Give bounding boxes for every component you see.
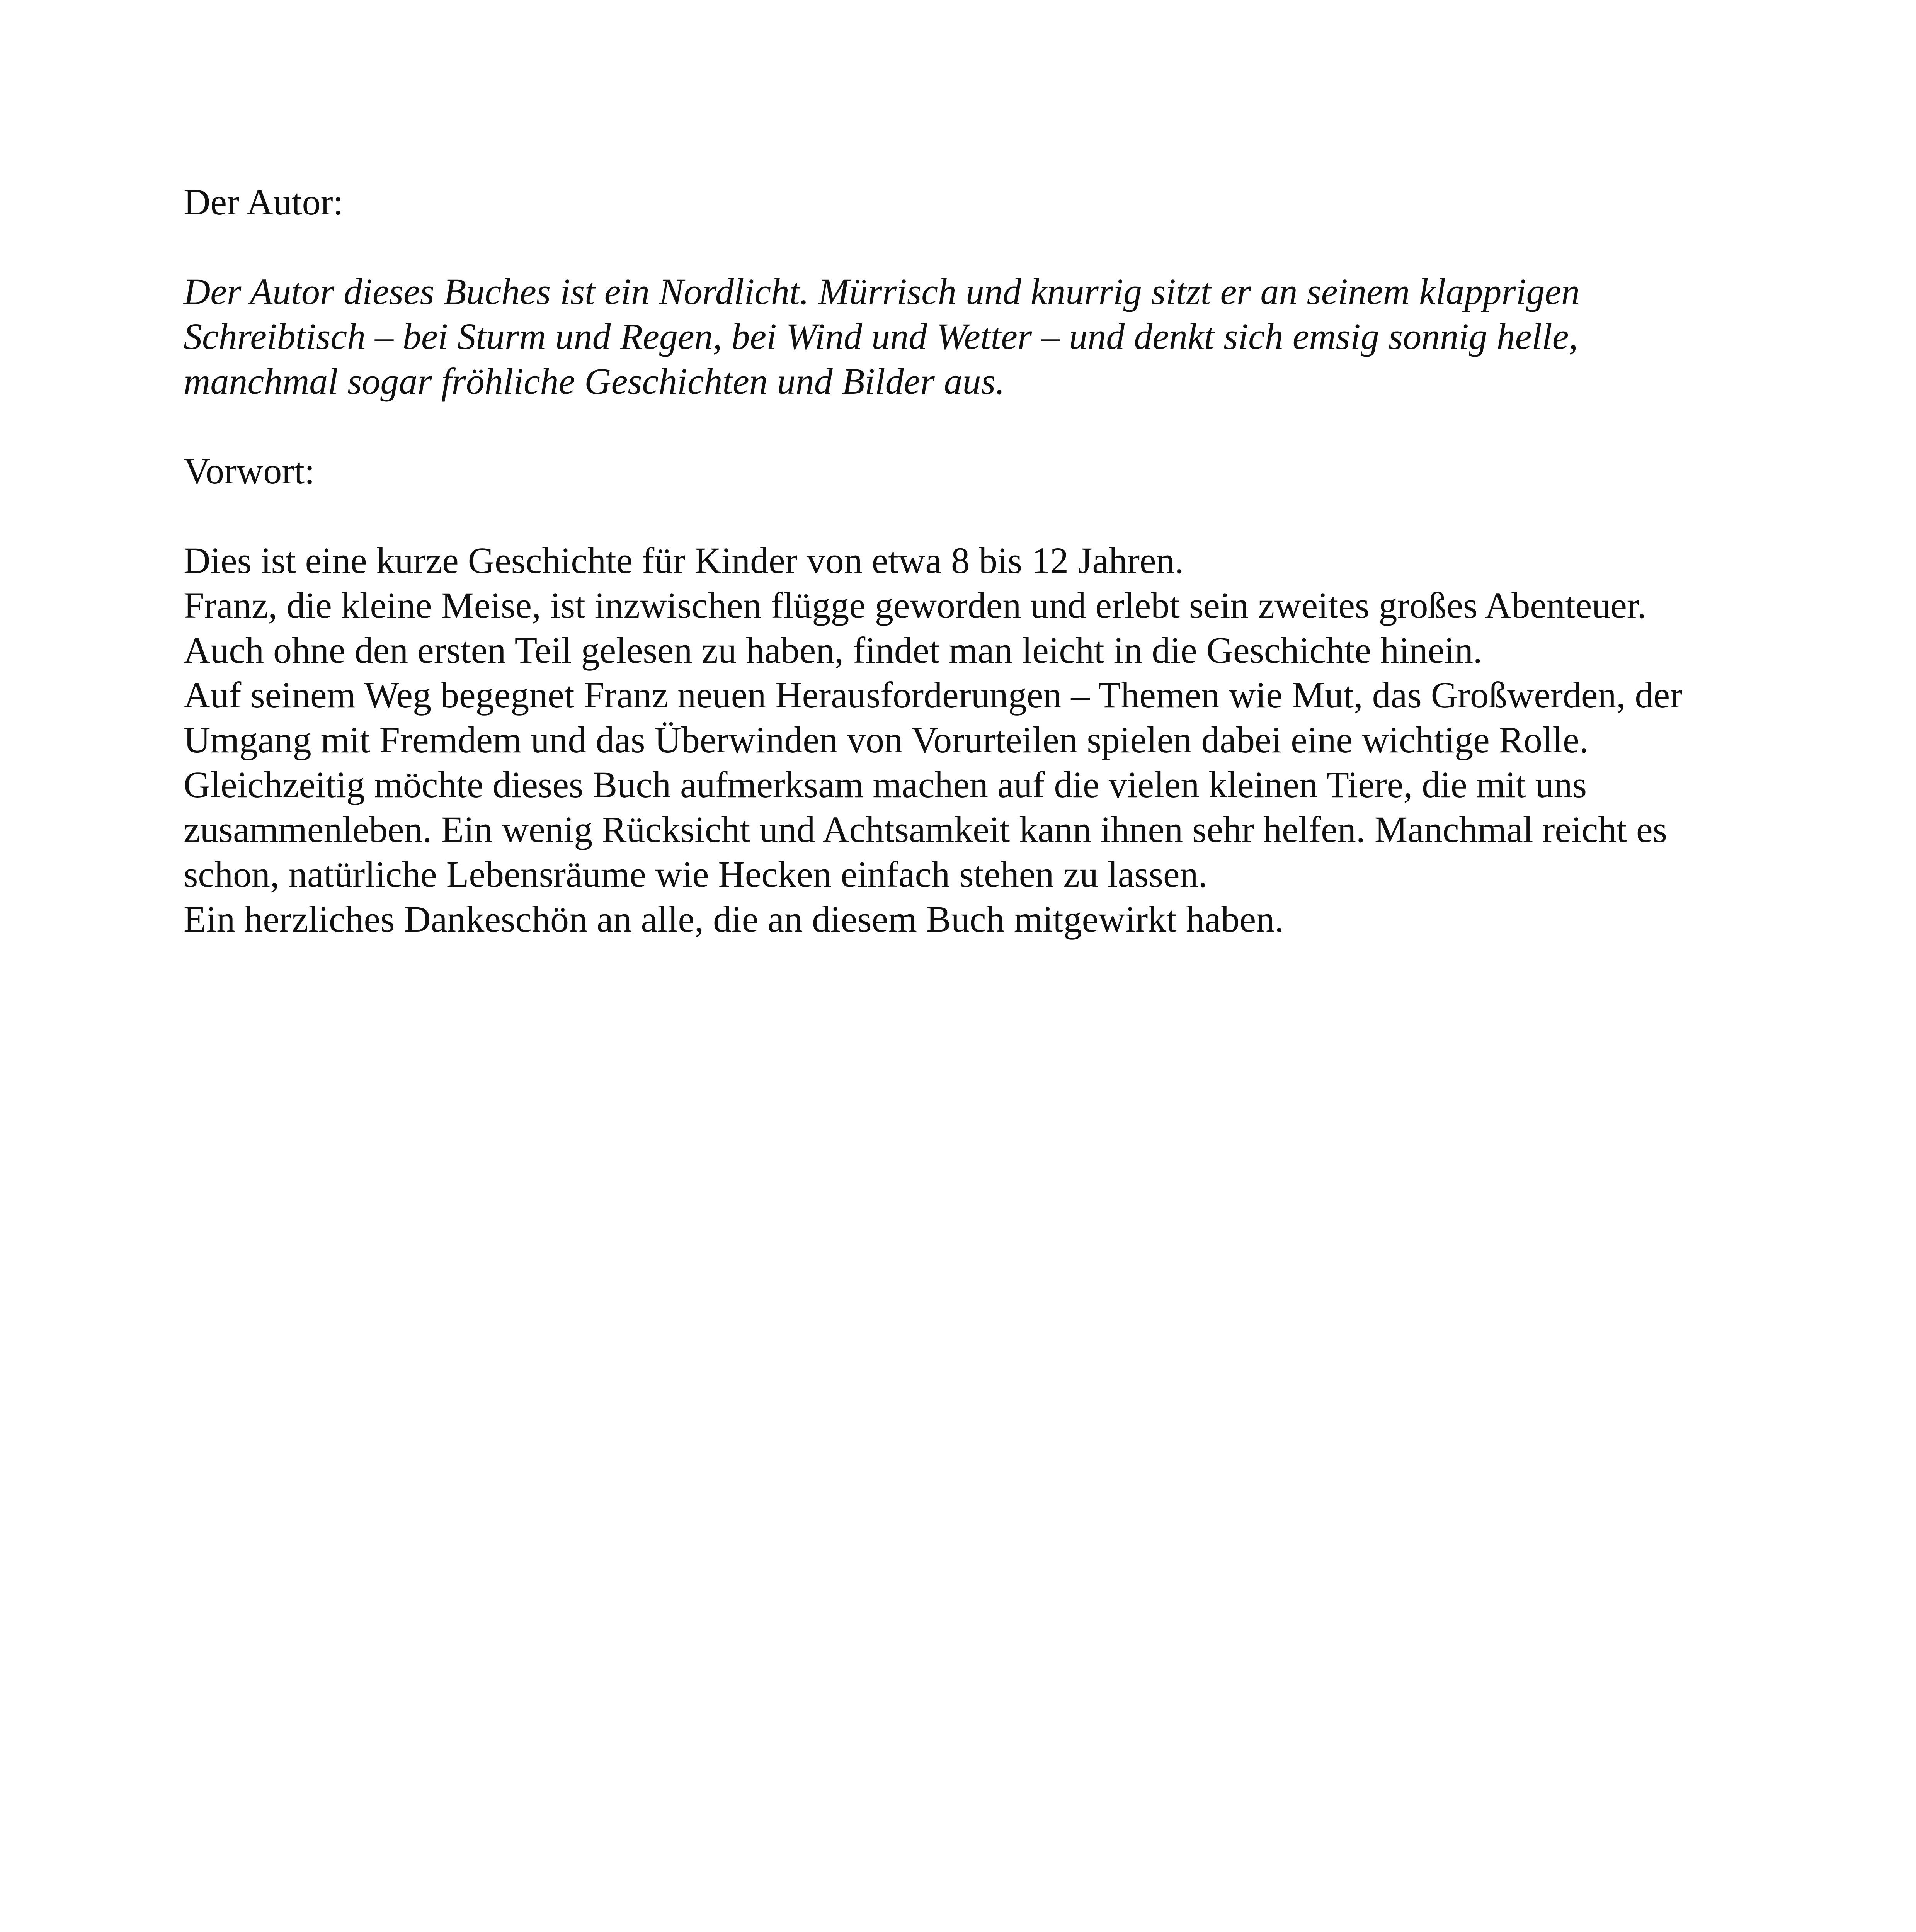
author-heading: Der Autor: — [184, 181, 344, 223]
author-line: Der Autor dieses Buches ist ein Nordlicht. Mürrisch und knurrig sitzt er an seinem klapprigen — [184, 271, 1580, 312]
preface-heading: Vorwort: — [184, 450, 315, 492]
preface-line: schon, natürliche Lebensräume wie Hecken einfach stehen zu lassen. — [184, 854, 1208, 895]
author-line: manchmal sogar fröhliche Geschichten und Bilder aus. — [184, 361, 1005, 402]
preface-line: Auf seinem Weg begegnet Franz neuen Herausforderungen – Themen wie Mut, das Großwerden, der — [184, 674, 1683, 716]
author-paragraph — [184, 269, 1807, 404]
preface-line: Franz, die kleine Meise, ist inzwischen flügge geworden und erlebt sein zweites großes Abenteuer. — [184, 585, 1647, 626]
preface-paragraph — [184, 538, 1807, 942]
author-line: Schreibtisch – bei Sturm und Regen, bei Wind und Wetter – und denkt sich emsig sonnig helle, — [184, 316, 1578, 357]
page-content — [184, 180, 1807, 942]
preface-line: Gleichzeitig möchte dieses Buch aufmerksam machen auf die vielen kleinen Tiere, die mit uns — [184, 764, 1587, 805]
preface-line: Dies ist eine kurze Geschichte für Kinder von etwa 8 bis 12 Jahren. — [184, 540, 1184, 581]
preface-line: Auch ohne den ersten Teil gelesen zu haben, findet man leicht in die Geschichte hinein. — [184, 629, 1483, 671]
preface-line: Umgang mit Fremdem und das Überwinden von Vorurteilen spielen dabei eine wichtige Rolle. — [184, 719, 1589, 760]
preface-line: Ein herzliches Dankeschön an alle, die an diesem Buch mitgewirkt haben. — [184, 898, 1284, 940]
preface-line: zusammenleben. Ein wenig Rücksicht und Achtsamkeit kann ihnen sehr helfen. Manchmal reicht es — [184, 809, 1667, 850]
